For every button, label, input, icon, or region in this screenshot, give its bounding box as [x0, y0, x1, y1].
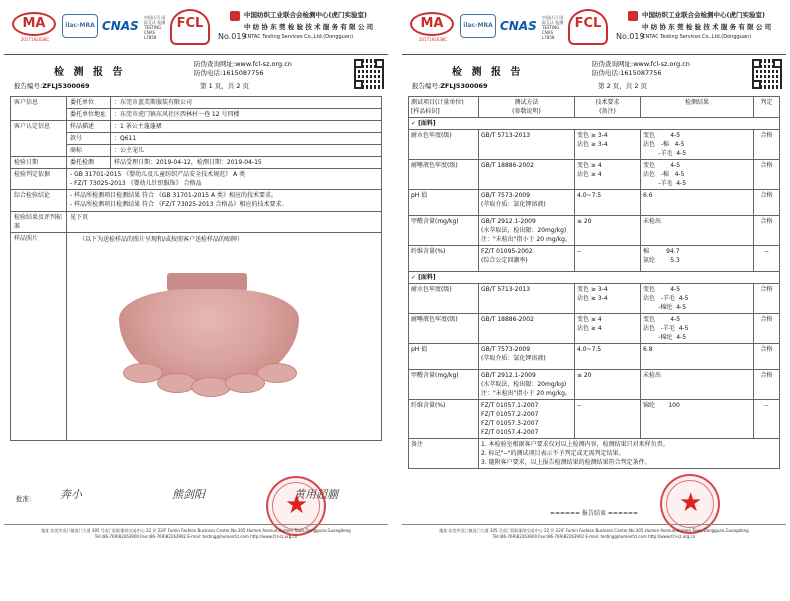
section-row: ✓ [面料] — [409, 118, 780, 130]
result-judge: 合格 — [754, 160, 780, 190]
result-req: 4.0~7.5 — [575, 344, 641, 370]
result-item: 纤维含量(%) — [409, 400, 479, 439]
ma-logo-number: 2017192038C — [20, 37, 50, 42]
result-judge: 合格 — [754, 130, 780, 160]
cnas-cert-text: 中国认可 国际互认 检测 TESTING CNAS L7858 — [542, 15, 564, 40]
sample-photo-area — [67, 233, 382, 441]
footer-address: 地址:东莞市虎门镇虎门大道 305 号虎门国际服装交易中心 22 层 22/F Fumin Fashion Business Center,No.305 Humen Avenue,Humen Town,Dongguan,Guangdong — [402, 524, 786, 534]
org-name-company: 中 纺 协 东 莞 检 验 技 术 服 务 有 限 公 司 — [244, 23, 374, 31]
report-title: 检 测 报 告 — [452, 67, 524, 78]
signature-approver: 奔小 — [60, 488, 82, 501]
qr-code — [354, 59, 384, 89]
result-method: GB/T 2912.1-2009 (水萃取法，检出限：20mg/kg) 注："未检出"指小于 20 mg/kg。 — [479, 216, 575, 246]
result-res: 未检出 — [641, 370, 754, 400]
result-method: GB/T 18886-2002 — [479, 160, 575, 190]
result-method: GB/T 7573-2009 (萃取介质：氯化钾溶液) — [479, 344, 575, 370]
fcl-logo-number: No.019 — [218, 32, 247, 41]
signature-tester: 黄用超蒯 — [294, 488, 338, 501]
footer-address: 地址:东莞市虎门镇虎门大道 305 号虎门国际服装交易中心 22 层 22/F Fumin Fashion Business Center,No.305 Humen Avenue,Humen Town,Dongguan,Guangdong — [4, 524, 388, 534]
org-icon — [230, 11, 240, 21]
sample-desc: ：1 条公主蓬蓬裙 — [111, 121, 382, 133]
ilac-logo: ilac-MRA — [62, 14, 98, 38]
test-results-table — [408, 96, 780, 469]
report-header-2 — [402, 6, 786, 50]
result-req: 变色 ≥ 3-4 沾色 ≥ 3-4 — [575, 284, 641, 314]
result-row — [409, 370, 780, 400]
result-item: 耐水色牢度(级) — [409, 130, 479, 160]
notes-row — [409, 439, 780, 469]
report-title-bar-2 — [402, 54, 786, 94]
result-judge: 合格 — [754, 314, 780, 344]
result-method: GB/T 5713-2013 — [479, 284, 575, 314]
report-number: 报告编号:ZFLJ5300069 — [14, 82, 90, 90]
brand-label: 商标 — [67, 145, 111, 157]
ma-logo: MA — [12, 12, 56, 36]
client-addr: ：东莞市虎门镇东风社区西林村一巷 12 号四楼 — [111, 109, 382, 121]
sample-desc-label: 样品描述 — [67, 121, 111, 133]
basis: - GB 31701-2015 《婴幼儿及儿童纺织产品安全技术规范》 A 类 - FZ/T 73025-2013 《婴幼儿针织服饰》 合格品 — [67, 169, 382, 190]
result-judge: 合格 — [754, 370, 780, 400]
result-item: pH 值 — [409, 190, 479, 216]
client-info-label: 客户信息 — [11, 97, 67, 121]
result-row — [409, 190, 780, 216]
check-phone-line: 防伪电话:1615087756 — [194, 69, 264, 77]
result-item: 甲醛含量(mg/kg) — [409, 216, 479, 246]
result-res: 未检出 — [641, 216, 754, 246]
org-name-en: CNTAC Testing Services Co.,Ltd.(Dongguan) — [642, 34, 752, 40]
result-method: GB/T 7573-2009 (萃取介质：氯化钾溶液) — [479, 190, 575, 216]
page-number: 第 1 页，共 2 页 — [200, 82, 250, 90]
style-label: 款号 — [67, 133, 111, 145]
result-judge: 合格 — [754, 284, 780, 314]
org-name-company: 中 纺 协 东 莞 检 验 技 术 服 务 有 限 公 司 — [642, 23, 772, 31]
official-seal: ★ — [660, 474, 720, 534]
result-judge: 合格 — [754, 216, 780, 246]
report-title: 检 测 报 告 — [54, 67, 126, 78]
basis-label: 检验判定依据 — [11, 169, 67, 190]
result-res: 棉 94.7 氨纶 5.3 — [641, 246, 754, 272]
official-seal: ★ — [266, 476, 326, 536]
result-req: 变色 ≥ 4 沾色 ≥ 4 — [575, 314, 641, 344]
result-method: GB/T 2912.1-2009 (水萃取法，检出限：20mg/kg) 注："未检出"指小于 20 mg/kg。 — [479, 370, 575, 400]
org-icon — [628, 11, 638, 21]
result-judge: 合格 — [754, 190, 780, 216]
cnas-logo: CNAS — [102, 19, 139, 33]
results-header-row: 测试项目(计量单位) [样品标识] 测试方法 (参数说明) 技术要求 (备注) 检测结果 判定 — [409, 97, 780, 118]
dates-label: 检验日期 — [11, 157, 67, 169]
result-method: GB/T 5713-2013 — [479, 130, 575, 160]
report-title-bar — [4, 54, 388, 94]
section-row: ✓ [面料] — [409, 272, 780, 284]
fcl-logo-number: No.019 — [616, 32, 645, 41]
notes: 1. 本检验室根据客户要求仅对以上检测内容，检测结果只对来样负责。 2. 标记"--"的测试项目表示不予判定或无需判定结果。 3. 随附客户要求，以上报告检测结果的检测结果符合判定条件。 — [479, 439, 780, 469]
client-addr-label: 委托单位地址 — [67, 109, 111, 121]
result-item: 纤维含量(%) — [409, 246, 479, 272]
result-item: pH 值 — [409, 344, 479, 370]
org-name-cn: 中国纺织工业联合会检测中心(虎门实验室) — [244, 11, 367, 19]
report-page-1 — [4, 6, 388, 586]
style-number: ：Q611 — [111, 133, 382, 145]
report-page-2 — [402, 6, 786, 586]
approver-label: 批准： — [16, 495, 36, 503]
check-phone-line: 防伪电话:1615087756 — [592, 69, 662, 77]
report-end: ====== 报告结束 ====== — [549, 510, 639, 517]
result-row — [409, 246, 780, 272]
client-name-label: 委托单位 — [67, 97, 111, 109]
result-judge: 合格 — [754, 344, 780, 370]
result-req: -- — [575, 400, 641, 439]
photo-caption: （以下为送检样品的照片呈现和/或按照客户送检样品的贴牌） — [79, 236, 244, 243]
test-type: 委托检测 — [67, 157, 111, 169]
conclusion-label: 综合检验结论 — [11, 190, 67, 212]
result-item: 耐水色牢度(级) — [409, 284, 479, 314]
result-item: 甲醛含量(mg/kg) — [409, 370, 479, 400]
result-res: 变色 4-5 沾色 -棉 4-5 -羊毛 4-5 — [641, 160, 754, 190]
result-row — [409, 130, 780, 160]
report-header — [4, 6, 388, 50]
dates: 样品受理日期：2019-04-12，检测日期：2019-04-15 — [111, 157, 382, 169]
result-req: ≤ 20 — [575, 216, 641, 246]
result-res: 变色 4-5 沾色 -羊毛 4-5 -棉纶 4-5 — [641, 284, 754, 314]
client-name: ：东莞市蓝美斯服装有限公司 — [111, 97, 382, 109]
result-row — [409, 160, 780, 190]
result-row — [409, 216, 780, 246]
result-judge: -- — [754, 400, 780, 439]
result-req: ≤ 20 — [575, 370, 641, 400]
result-item: 耐唾液色牢度(级) — [409, 160, 479, 190]
result-res: 变色 4-5 沾色 -羊毛 4-5 -棉纶 4-5 — [641, 314, 754, 344]
result-req: -- — [575, 246, 641, 272]
result-res: 6.6 — [641, 190, 754, 216]
footer-contact: Tel:(86-769)82263900 Fax:(86-769)82263902 E-mail: testing@humenfcl.com http://www.fcl-sz.org.cn — [492, 534, 696, 539]
report-info-table — [10, 96, 382, 441]
report-number: 报告编号:ZFLJ5300069 — [412, 82, 488, 90]
result-req: 变色 ≥ 4 沾色 ≥ 4 — [575, 160, 641, 190]
result-method: FZ/T 01057.1-2007 FZ/T 01057.2-2007 FZ/T 01057.3-2007 FZ/T 01057.4-2007 — [479, 400, 575, 439]
result-row — [409, 314, 780, 344]
footer-contact: Tel:(86-769)82263900 Fax:(86-769)82263902 E-mail: testing@humenfcl.com http://www.fcl-sz.org.cn — [94, 534, 298, 539]
sample-info-label: 客户认定信息 — [11, 121, 67, 157]
result-row — [409, 284, 780, 314]
page-number: 第 2 页，共 2 页 — [598, 82, 648, 90]
org-name-en: CNTAC Testing Services Co.,Ltd.(Dongguan) — [244, 34, 354, 40]
result-req: 4.0~7.5 — [575, 190, 641, 216]
result-method: FZ/T 01095-2002 (综合公定回潮率) — [479, 246, 575, 272]
result-req: 变色 ≥ 3-4 沾色 ≥ 3-4 — [575, 130, 641, 160]
ma-logo: MA — [410, 12, 454, 36]
cnas-logo: CNAS — [500, 19, 537, 33]
result-res: 6.8 — [641, 344, 754, 370]
brand: ：公主宠儿 — [111, 145, 382, 157]
result-item: 耐唾液色牢度(级) — [409, 314, 479, 344]
org-name-cn: 中国纺织工业联合会检测中心(虎门实验室) — [642, 11, 765, 19]
check-url-line: 防伪查询网址:www.fcl-sz.org.cn — [194, 60, 292, 68]
result-method: GB/T 18886-2002 — [479, 314, 575, 344]
result-row — [409, 344, 780, 370]
result-res: 锦纶 100 — [641, 400, 754, 439]
result-row — [409, 400, 780, 439]
remark-label: 检验结果及评判标准 — [11, 212, 67, 233]
qr-code — [752, 59, 782, 89]
cnas-cert-text: 中国认可 国际互认 检测 TESTING CNAS L7858 — [144, 15, 166, 40]
signature-reviewer: 熊剑阳 — [172, 488, 205, 501]
photo-label: 样品照片 — [11, 233, 67, 441]
ilac-logo: ilac-MRA — [460, 14, 496, 38]
fcl-logo: FCL — [568, 9, 608, 45]
remark: 见下页 — [67, 212, 382, 233]
check-url-line: 防伪查询网址:www.fcl-sz.org.cn — [592, 60, 690, 68]
result-res: 变色 4-5 沾色 -棉 4-5 -羊毛 4-5 — [641, 130, 754, 160]
fcl-logo: FCL — [170, 9, 210, 45]
ma-logo-number: 2017192038C — [418, 37, 448, 42]
conclusion: - 样品所检测项目检测结果 符合 《GB 31701-2015 A 类》相应的技术要求。 - 样品所检测项目检测结果 符合 《FZ/T 73025-2013 合格品》相应的技术要求。 — [67, 190, 382, 212]
notes-label: 备注 — [409, 439, 479, 469]
result-judge: -- — [754, 246, 780, 272]
